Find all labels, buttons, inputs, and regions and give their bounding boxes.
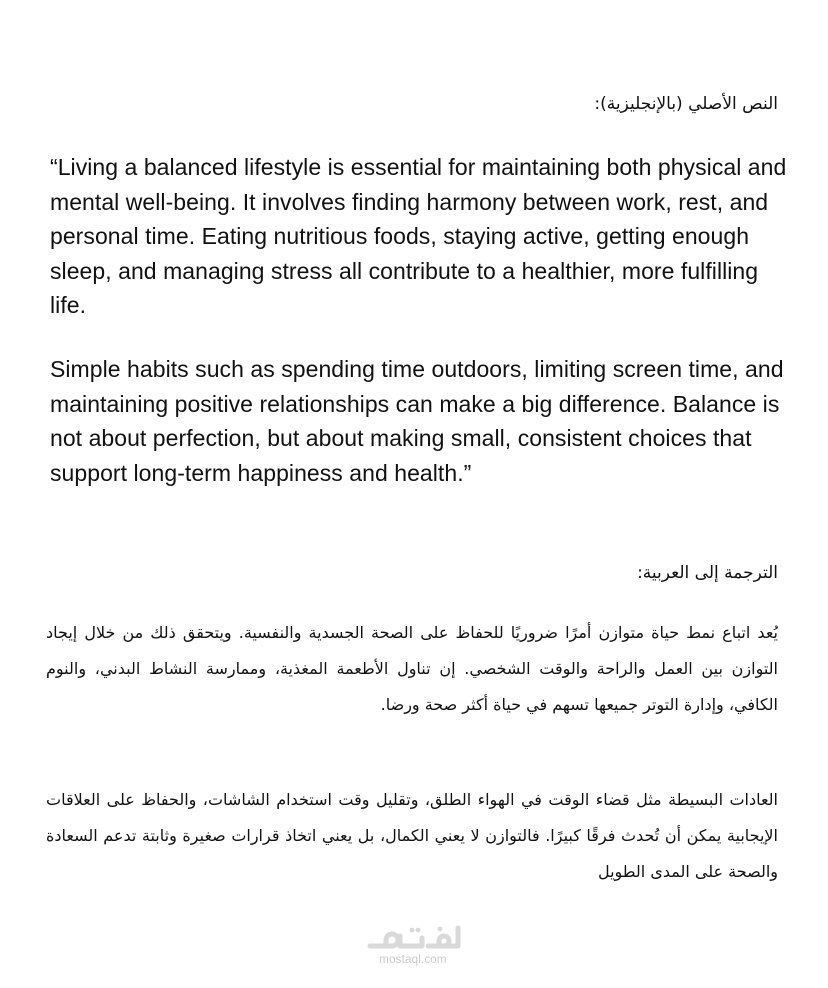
translation-paragraph-1: يُعد اتباع نمط حياة متوازن أمرًا ضروريًا للحفاظ على الصحة الجسدية والنفسية. ويتحقق ذلك من خلال إيجاد التوازن بين العمل والراحة والوقت الشخصي. إن تناول الأطعمة المغذية، وممارسة النشاط البدني، والنوم الكافي، وإدارة التوتر جميعها تسهم في حياة أكثر صحة ورضا. [46,623,778,714]
translation-paragraph-2: العادات البسيطة مثل قضاء الوقت في الهواء الطلق، وتقليل وقت استخدام الشاشات، والحفاظ على العلاقات الإيجابية يمكن أن تُحدث فرقًا كبيرًا. فالتوازن لا يعني الكمال، بل يعني اتخاذ قرارات صغيرة وثابتة تدعم السعادة والصحة على المدى الطويل [46,790,778,881]
original-text-heading: النص الأصلي (بالإنجليزية): [594,94,778,114]
mostaql-logo-icon [362,924,464,954]
watermark-url: mostaql.com [379,954,447,966]
original-paragraph-1: “Living a balanced lifestyle is essential for maintaining both physical and mental well-being. It involves finding harmony between work, rest, and personal time. Eating nutritious foods, staying active, getting enough sleep, and managing stress all contribute to a healthier, more fulfilling life. [50,154,787,318]
translation-heading: الترجمة إلى العربية: [637,563,778,583]
original-paragraph-2: Simple habits such as spending time outdoors, limiting screen time, and maintaining positive relationships can make a big difference. Balance is not about perfection, but about making small, consistent choices that support long-term happiness and health.” [50,356,784,486]
mostaql-watermark [362,924,464,968]
